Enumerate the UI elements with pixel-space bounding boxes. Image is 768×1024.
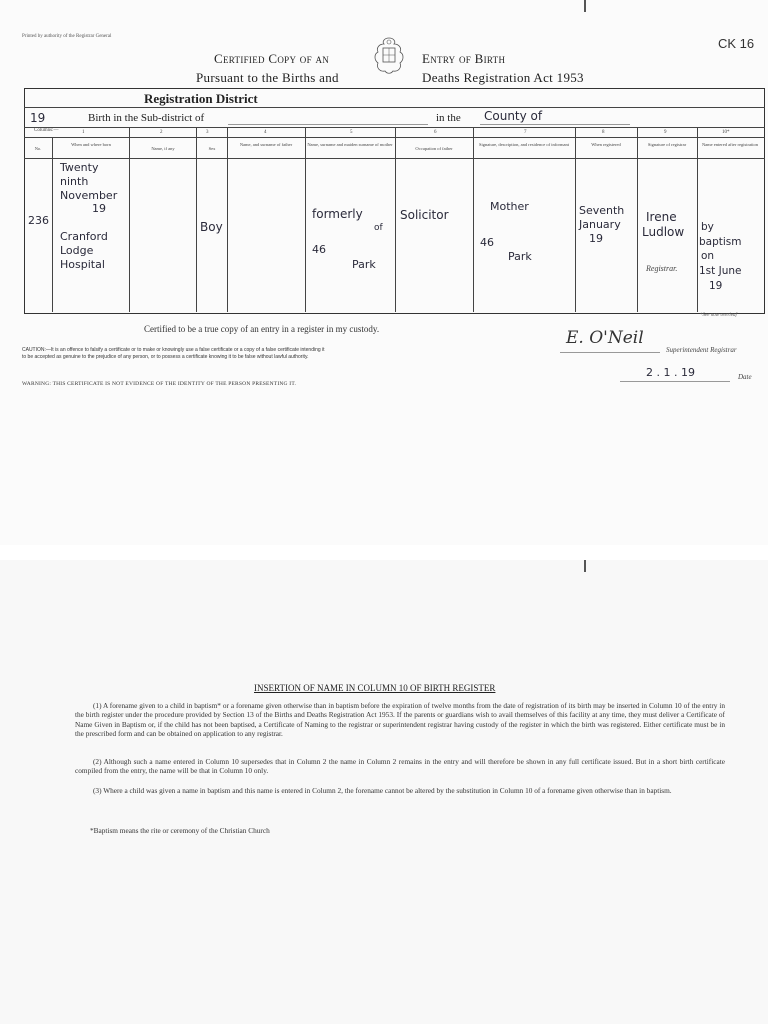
birth-date-place: Twenty ninth November 19 Cranford Lodge Hospital <box>60 161 118 271</box>
col-num: 8 <box>602 130 605 135</box>
baptism-footnote: *Baptism means the rite or ceremony of the Christian Church <box>90 826 270 835</box>
certificate-overleaf <box>0 560 768 1024</box>
overleaf-paragraph-1: (1) A forename given to a child in baptism* or a forename given otherwise than in baptism before the expiration of twelve months from the date of registration of its birth may be inserted in Column 10 of the entry in the birth register under the procedure provided by Section 13 of the Births and Deaths Registration Act 1953. If the parents or guardians wish to avail themselves of this facility at any time, they must deliver a Certificate of Name Given in Baptism or, if the child has not been baptised, a Certificate of Naming to the registrar or superintendent registrar having custody of the register in which the birth was registered. Either certificate must be in the prescribed form and can be obtained on application to any registrar. <box>75 701 725 738</box>
name-after-registration: by baptism on 1st June 19 <box>699 221 742 292</box>
informant-line-2: 46 <box>480 236 494 249</box>
sex-value: Boy <box>200 220 223 234</box>
col-header-name: Name, if any <box>151 146 175 151</box>
registered-date: Seventh January 19 <box>579 204 625 245</box>
mother-line-3: 46 <box>312 243 326 256</box>
col-num: 1 <box>82 130 85 135</box>
year-prefix: 19 <box>30 111 46 125</box>
col-num: 9 <box>664 130 667 135</box>
col-header-registrar: Signature of registrar <box>647 142 687 147</box>
col-header-when-where: When and where born <box>71 142 111 147</box>
mother-line-1: formerly <box>312 207 363 221</box>
see-note-overleaf: *See note overleaf <box>700 313 737 318</box>
certified-text: Certified to be a true copy of an entry in a register in my custody. <box>144 324 380 334</box>
col-num: 7 <box>524 130 527 135</box>
col-header-father: Name, and surname of father <box>239 142 293 147</box>
father-occupation: Solicitor <box>400 208 449 222</box>
informant-line-3: Park <box>508 250 532 263</box>
certificate-date: 2 . 1 . 19 <box>646 366 695 379</box>
title-left-1: Certified Copy of an <box>214 51 330 66</box>
overleaf-paragraph-3: (3) Where a child was given a name in baptism and this name is entered in Column 2, the forename cannot be altered by the substitution in Column 10 of a forename given otherwise than in baptism. <box>93 786 672 795</box>
col-header-sex: Sex <box>208 146 216 151</box>
date-label: Date <box>738 373 752 381</box>
form-code: CK 16 <box>718 36 755 51</box>
warning-notice: WARNING: THIS CERTIFICATE IS NOT EVIDENCE OF THE IDENTITY OF THE PERSON PRESENTING IT. <box>22 381 297 387</box>
title-right-2: Deaths Registration Act 1953 <box>422 70 584 85</box>
caution-notice: CAUTION:—It is an offence to falsify a certificate or to make or knowingly use a false certificate or a copy of a false certificate intending it to be accepted as genuine to the prejudice of any person, or to possess a certificate knowing it to be false without lawful authority. <box>22 347 325 360</box>
fold-mark <box>584 560 586 572</box>
overleaf-heading: INSERTION OF NAME IN COLUMN 10 OF BIRTH REGISTER <box>254 683 496 693</box>
mother-line-4: Park <box>352 258 376 271</box>
registrar-title: Registrar. <box>646 264 678 273</box>
royal-coat-of-arms-icon <box>370 36 408 76</box>
signatory-title: Superintendent Registrar <box>666 346 737 354</box>
col-header-mother: Name, surname and maiden surname of mother <box>307 142 393 147</box>
informant-line-1: Mother <box>490 200 529 213</box>
col-num: 10* <box>722 130 730 135</box>
printed-by-note: Printed by authority of the Registrar General <box>22 34 112 39</box>
registration-district-label: Registration District <box>144 91 258 106</box>
county-value: County of <box>484 109 543 123</box>
col-header-informant: Signature, description, and residence of informant <box>478 142 570 147</box>
registrar-signature: Irene Ludlow <box>642 210 685 239</box>
col-num: 6 <box>434 130 437 135</box>
sub-district-label: Birth in the Sub-district of <box>88 112 205 124</box>
col-num: 3 <box>206 130 209 135</box>
col-header-name-after: Name entered after registration <box>701 142 759 147</box>
col-num: 5 <box>350 130 353 135</box>
mother-line-2: of <box>374 223 383 233</box>
superintendent-signature: E. O'Neil <box>566 328 644 348</box>
col-header-when-registered: When registered <box>591 142 621 147</box>
title-right-1: Entry of Birth <box>422 51 506 66</box>
entry-number: 236 <box>28 214 49 227</box>
overleaf-paragraph-2: (2) Although such a name entered in Column 10 supersedes that in Column 2 the name in Column 2 remains in the entry and will therefore be shown in any full certificate issued. But in a short birth certificate compiled from the entry, the name will be that in Column 10 only. <box>75 757 725 776</box>
columns-label: Columns:— <box>34 128 59 133</box>
col-header-no: No. <box>34 146 42 151</box>
col-num: 2 <box>160 130 163 135</box>
col-num: 4 <box>264 130 267 135</box>
col-header-occupation: Occupation of father <box>415 146 453 151</box>
fold-mark <box>584 0 586 12</box>
title-left-2: Pursuant to the Births and <box>196 70 339 85</box>
in-the-label: in the <box>436 112 461 124</box>
